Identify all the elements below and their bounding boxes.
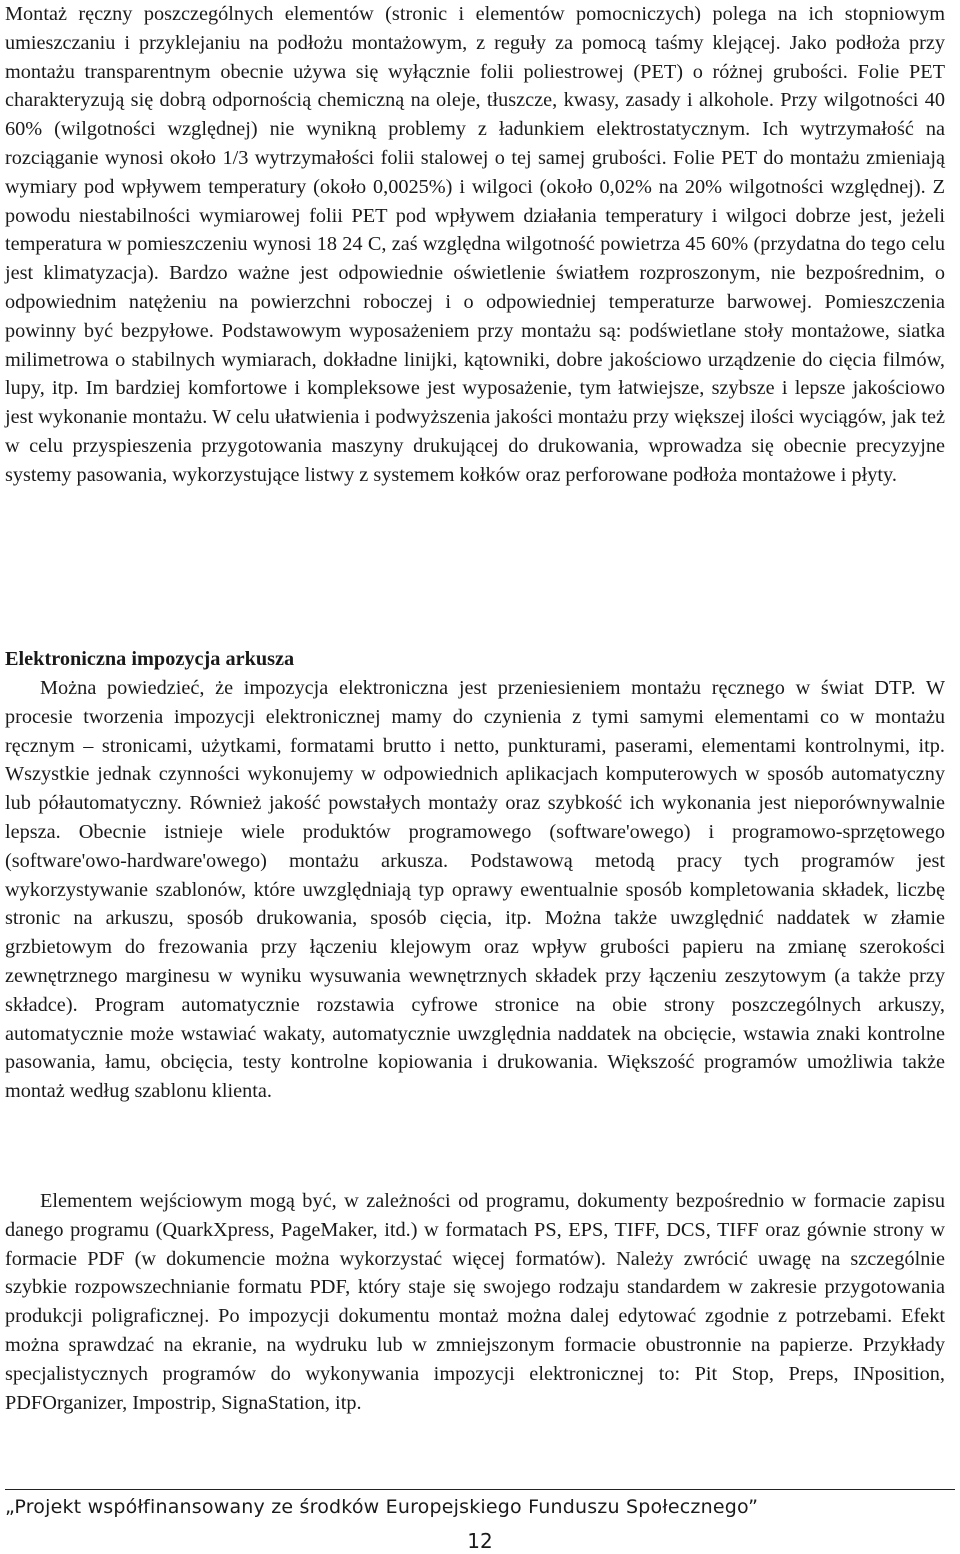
footer-project-note: „Projekt współfinansowany ze środków Europejskiego Funduszu Społecznego” <box>5 1496 759 1518</box>
body-paragraph-electronic-imposition: Można powiedzieć, że impozycja elektroniczna jest przeniesieniem montażu ręcznego w świat DTP. W procesie tworzenia impozycji elektronicznej mamy do czynienia z tymi samymi elementami co w montażu ręcznym – stronicami, użytkami, formatami brutto i netto, punkturami, paserami, elementami kontrolnymi, itp. Wszystkie jednak czynności wykonujemy w odpowiednich aplikacjach komputerowych w sposób automatyczny lub półautomatyczny. Również jakość powstałych montaży oraz szybkość ich wykonania jest nieporównywalnie lepsza. Obecnie istnieje wiele produktów programowego (software'owego) i programowo-sprzętowego (software'owo-hardware'owego) montażu arkusza. Podstawową metodą pracy tych programów jest wykorzystywanie szablonów, które uwzględniają typ oprawy ewentualnie sposób kompletowania składek, liczbę stronic na arkuszu, sposób drukowania, sposób cięcia, itp. Można także uwzględnić naddatek w złamie grzbietowym do frezowania przy łączeniu klejowym oraz wpływ grubości papieru na zmianę szerokości zewnętrznego marginesu w wyniku wysuwania wewnętrznych składek przy łączeniu zeszytowym (a także przy składce). Program automatycznie rozstawia cyfrowe stronice na obie strony poszczególnych arkuszy, automatycznie może wstawiać wakaty, automatycznie uwzględnia naddatek na obcięcie, wstawia znaki kontrolne pasowania, łamu, obcięcia, testy kontrolne kopiowania i drukowania. Większość programów umożliwia także montaż według szablonu klienta. <box>5 677 945 1103</box>
body-paragraph-input-formats: Elementem wejściowym mogą być, w zależności od programu, dokumenty bezpośrednio w formacie zapisu danego programu (QuarkXpress, PageMaker, itd.) w formatach PS, EPS, TIFF, DCS, TIFF oraz gównie strony w formacie PDF (w dokumencie można wykorzystać więcej formatów). Należy zwrócić uwagę na szczególnie szybkie rozpowszechnianie formatu PDF, który staje się swojego rodzaju standardem w zakresie przygotowania produkcji poligraficznej. Po impozycji dokumentu montaż można dalej edytować zgodnie z potrzebami. Efekt można sprawdzać na ekranie, na wydruku lub w zmniejszonym formacie obustronnie na papierze. Przykłady specjalistycznych programów do wykonywania impozycji elektronicznej to: Pit Stop, Preps, INposition, PDFOrganizer, Impostrip, SignaStation, itp. <box>5 1190 945 1414</box>
section-heading: Elektroniczna impozycja arkusza <box>5 648 295 670</box>
body-paragraph-hand-assembly: Montaż ręczny poszczególnych elementów (stronic i elementów pomocniczych) polega na ich stopniowym umieszczaniu i przyklejaniu na podłożu montażowym, z reguły za pomocą taśmy klejącej. Jako podłoża przy montażu transparentnym obecnie używa się wyłącznie folii poliestrowej (PET) o różnej grubości. Folie PET charakteryzują się dobrą odpornością chemiczną na oleje, tłuszcze, kwasy, zasady i alkohole. Przy wilgotności 40 60% (wilgotności względnej) nie wynikną problemy z ładunkiem elektrostatycznym. Ich wytrzymałość na rozciąganie wynosi około 1/3 wytrzymałości folii stalowej o tej samej grubości. Folie PET do montażu zmieniają wymiary pod wpływem temperatury (około 0,0025%) i wilgoci (około 0,02% na 20% wilgotności względnej). Z powodu niestabilności wymiarowej folii PET pod wpływem działania temperatury i wilgoci dobrze jest, jeżeli temperatura w pomieszczeniu wynosi 18 24 C, zaś względna wilgotność powietrza 45 60% (przydatna do tego celu jest klimatyzacja). Bardzo ważne jest odpowiednie oświetlenie światłem rozproszonym, nie bezpośrednim, o odpowiednim natężeniu na powierzchni roboczej i o odpowiedniej temperaturze barwowej. Pomieszczenia powinny być bezpyłowe. Podstawowym wyposażeniem przy montażu są: podświetlane stoły montażowe, siatka milimetrowa o stabilnych wymiarach, dokładne linijki, kątowniki, dobre jakościowo urządzenie do cięcia filmów, lupy, itp. Im bardziej komfortowe i kompleksowe jest wyposażenie, tym łatwiejsze, szybsze i lepsze jakościowo jest wykonanie montażu. W celu ułatwienia i podwyższenia jakości montażu przy większej ilości wyciągów, jak też w celu przyspieszenia przygotowania maszyny drukującej do drukowania, wprowadza się obecnie precyzyjne systemy pasowania, wykorzystujące listwy z systemem kołków oraz perforowane podłoża montażowe i płyty. <box>5 3 945 486</box>
page-number: 12 <box>467 1529 493 1553</box>
footer-divider <box>5 1489 955 1490</box>
